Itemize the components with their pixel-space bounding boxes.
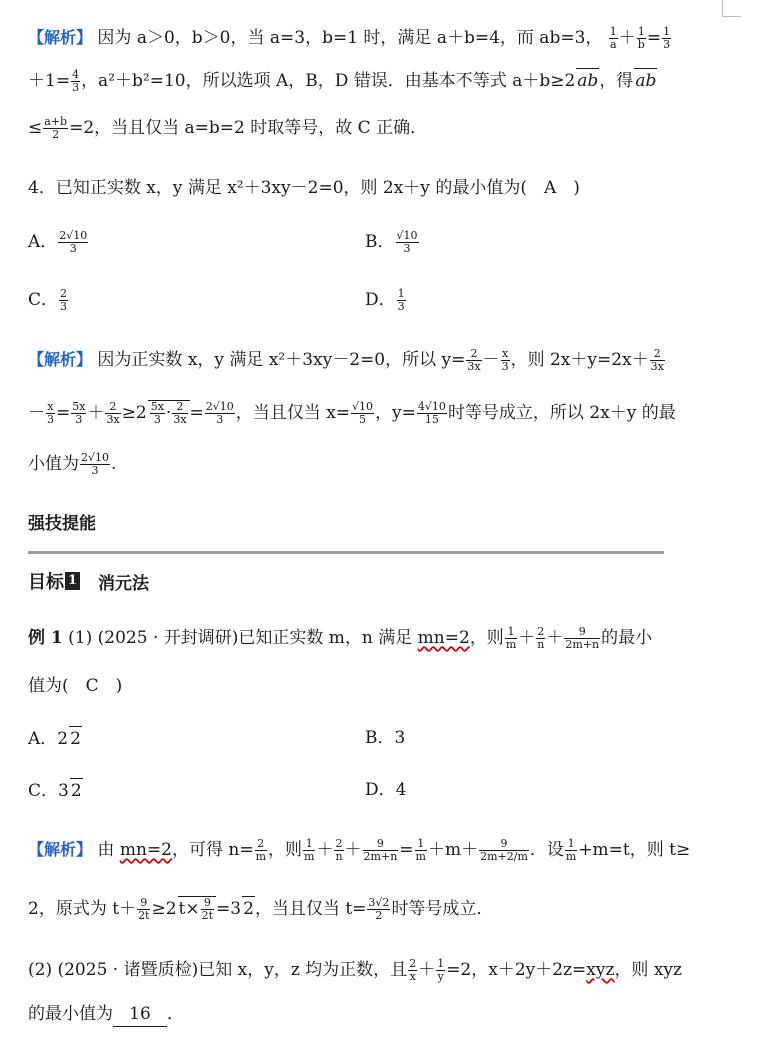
example-1-option-d: D．4: [365, 780, 407, 800]
example-1-stem-line-2: 值为( C ): [28, 676, 123, 696]
analysis-2-line-1: 【解析】 因为正实数 x，y 满足 x²＋3xy－2=0，所以 y= $\frac{2}{3x}$ － $\frac{x}{3}$ ，则 2x＋y=2x＋ $\frac{2}{3x}$: [28, 347, 664, 373]
example-label: 例 1: [28, 628, 63, 648]
answer-blank: 16: [113, 1002, 167, 1027]
example-1-option-b: B．3: [365, 728, 406, 748]
section-heading: 强技提能: [28, 514, 96, 534]
target-title: 消元法: [98, 573, 150, 594]
question-4-option-a: A． $\frac{2√10}{3}$: [28, 229, 88, 255]
page-corner-mark: [722, 0, 741, 17]
example-2-stem-line-2: 的最小值为 16 ．: [28, 1002, 184, 1027]
analysis-1-line-1: 【解析】 因为 a＞0，b＞0，当 a=3，b=1 时，满足 a＋b=4，而 ab=3， $\frac{1}{a}$ ＋ $\frac{1}{b}$ = $\frac{1}{3}$: [28, 25, 671, 51]
analysis-2-line-2: － $\frac{x}{3}$ = $\frac{5x}{3}$ ＋ $\frac{2}{3x}$ ≥2 $\frac{5x}{3}$ · $\frac{2}{3x}$ = $\frac{2√10}{3}$ ，当且仅当 x= $\frac{√10}{5}$ ，y= $\frac{4√10}{15}$ 时等号成立，所以 2x＋y 的最: [28, 400, 676, 426]
analysis-tag: 【解析】: [28, 28, 93, 47]
analysis-3-line-1: 【解析】 由 mn=2，可得 n= $\frac{2}{m}$ ，则 $\frac{1}{m}$ ＋ $\frac{2}{n}$ ＋ $\frac{9}{2m+n}$ = $\frac{1}{m}$ ＋m＋ $\frac{9}{2m+2/m}$ ．设 $\frac{1}{m}$ +m=t，则 t≥: [28, 837, 691, 863]
analysis-1-line-3: ≤ $\frac{a+b}{2}$ =2，当且仅当 a=b=2 时取等号，故 C 正确．: [28, 115, 428, 141]
example-1-stem-line-1: 例 1 (1) (2025 · 开封调研)已知正实数 m，n 满足 mn=2，则 $\frac{1}{m}$ ＋ $\frac{2}{n}$ ＋ $\frac{9}{2m+n}$ 的最小: [28, 625, 653, 651]
analysis-2-line-3: 小值为 $\frac{2√10}{3}$ .: [28, 451, 117, 477]
target-heading: 目标 1 消元法: [28, 568, 149, 594]
example-1-option-c: C．3 2: [28, 778, 83, 803]
example-2-stem-line-1: (2) (2025 · 诸暨质检)已知 x，y，z 均为正数，且 $\frac{2}{x}$ ＋ $\frac{1}{y}$ =2，x＋2y＋2z=xyz，则 xyz: [28, 957, 682, 983]
question-4-option-c: C． $\frac{2}{3}$: [28, 287, 68, 313]
section-divider: [28, 551, 664, 554]
analysis-1-line-2: ＋1= $\frac{4}{3}$ ，a²＋b²=10，所以选项 A，B，D 错误．由基本不等式 a＋b≥2 ab，得 ab: [28, 68, 657, 94]
target-number-badge: 1: [65, 572, 80, 590]
example-1-option-a: A．2 2: [28, 726, 82, 751]
analysis-3-line-2: 2，原式为 t＋ $\frac{9}{2t}$ ≥2 t× $\frac{9}{2t}$ =3 2，当且仅当 t= $\frac{3√2}{2}$ 时等号成立．: [28, 896, 494, 922]
question-4-stem: 4．已知正实数 x，y 满足 x²＋3xy－2=0，则 2x＋y 的最小值为( A ): [28, 178, 580, 198]
question-4-option-b: B． $\frac{√10}{3}$: [365, 229, 418, 255]
question-4-option-d: D． $\frac{1}{3}$: [365, 287, 405, 313]
